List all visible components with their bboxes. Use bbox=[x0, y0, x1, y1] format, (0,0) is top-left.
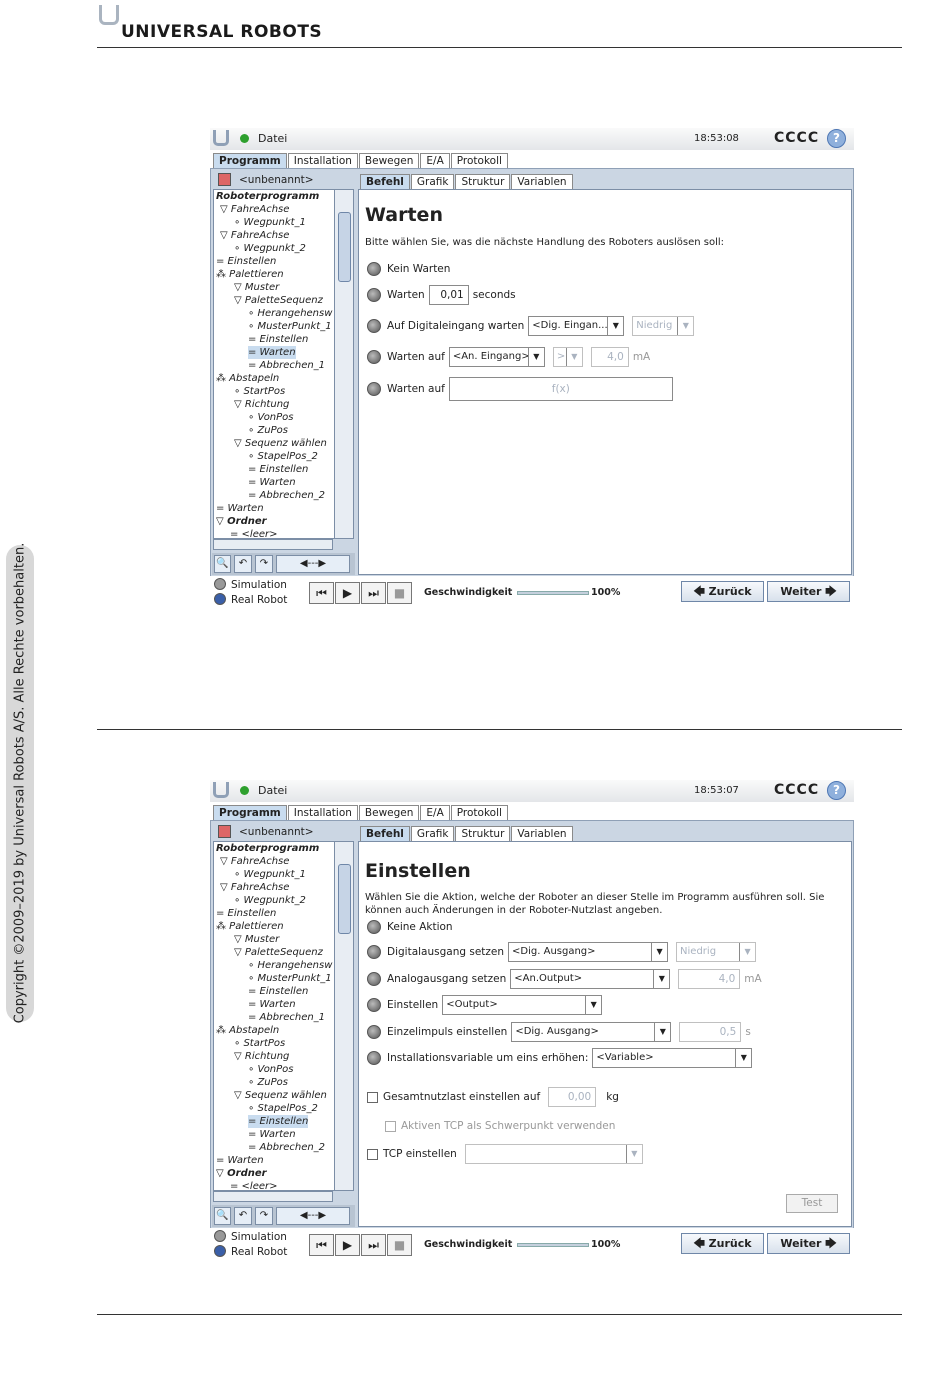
tree-node[interactable]: ▽ Sequenz wählen bbox=[234, 438, 327, 449]
redo-icon[interactable]: ↷ bbox=[255, 1207, 273, 1225]
tree-node[interactable]: = Abbrechen_2 bbox=[248, 490, 326, 501]
tree-node[interactable]: Roboterprogramm bbox=[216, 191, 320, 202]
screenshot-einstellen bbox=[210, 780, 854, 1264]
ur-logo-icon bbox=[99, 5, 119, 25]
radio-button[interactable] bbox=[367, 972, 381, 986]
analog-value-input[interactable]: 4,0 bbox=[678, 969, 740, 989]
tab-struktur[interactable]: Struktur bbox=[455, 826, 510, 841]
tree-node[interactable]: ∘ StartPos bbox=[234, 386, 286, 397]
status-icon bbox=[240, 786, 249, 795]
stop-icon[interactable]: ■ bbox=[387, 582, 412, 604]
tree-hscrollbar[interactable] bbox=[213, 539, 333, 550]
option-kein-warten[interactable]: Kein Warten bbox=[367, 259, 450, 279]
search-icon[interactable]: 🔍 bbox=[214, 1207, 231, 1225]
tree-toolbar bbox=[212, 1205, 355, 1227]
radio-button[interactable] bbox=[367, 920, 381, 934]
program-filename: <unbenannt> bbox=[218, 825, 314, 838]
redo-icon[interactable]: ↷ bbox=[255, 555, 273, 573]
play-icon[interactable]: ▶ bbox=[335, 582, 360, 604]
radio-button[interactable] bbox=[214, 1245, 226, 1257]
tab-programm[interactable]: Programm bbox=[213, 153, 287, 168]
digital-output-select[interactable]: <Dig. Ausgang> ▼ bbox=[508, 942, 668, 962]
tree-node[interactable]: ∘ Wegpunkt_1 bbox=[234, 217, 306, 228]
tree-node[interactable]: = Abbrechen_2 bbox=[248, 1142, 326, 1153]
tree-node[interactable]: ▽ FahreAchse bbox=[220, 230, 290, 241]
tree-node[interactable]: ∘ StapelPos_2 bbox=[248, 451, 318, 462]
analog-value-input[interactable]: 4,0 bbox=[591, 347, 629, 367]
analog-output-select[interactable]: <An.Output> ▼ bbox=[510, 969, 670, 989]
tab-installation[interactable]: Installation bbox=[288, 805, 358, 820]
command-panel bbox=[358, 189, 852, 575]
wait-time-input[interactable]: 0,01 bbox=[429, 285, 469, 305]
option-warten-zeit[interactable]: Warten 0,01 seconds bbox=[367, 285, 516, 305]
tree-node[interactable]: = Warten bbox=[248, 477, 296, 488]
radio-button[interactable] bbox=[367, 1025, 381, 1039]
radio-button[interactable] bbox=[367, 945, 381, 959]
divider bbox=[97, 1314, 902, 1315]
search-icon[interactable]: 🔍 bbox=[214, 555, 231, 573]
tree-scrollbar[interactable] bbox=[334, 841, 354, 1191]
tree-node[interactable]: ▽ Richtung bbox=[234, 1051, 290, 1062]
option-analogausgang[interactable]: Analogausgang setzen <An.Output> ▼ 4,0 mA bbox=[367, 969, 762, 989]
digital-level-select[interactable]: Niedrig ▼ bbox=[676, 942, 756, 962]
clock: 18:53:08 bbox=[694, 133, 739, 144]
rewind-icon[interactable]: ⏮ bbox=[309, 1234, 334, 1256]
next-button[interactable]: Weiter 🡆 bbox=[767, 1233, 850, 1254]
tree-hscrollbar[interactable] bbox=[213, 1191, 333, 1202]
program-tree[interactable] bbox=[213, 189, 354, 539]
play-icon[interactable]: ▶ bbox=[335, 1234, 360, 1256]
brand-name: UNIVERSAL ROBOTS bbox=[121, 22, 323, 42]
tree-node[interactable]: ⁂ Abstapeln bbox=[216, 373, 280, 384]
stop-icon[interactable]: ■ bbox=[387, 1234, 412, 1256]
tab-programm[interactable]: Programm bbox=[213, 805, 287, 820]
command-panel bbox=[358, 841, 852, 1227]
tree-node[interactable]: ∘ MusterPunkt_1 bbox=[248, 321, 332, 332]
mode-selector[interactable]: Simulation Real Robot bbox=[214, 578, 287, 608]
tab-bewegen[interactable]: Bewegen bbox=[359, 153, 420, 168]
tree-node[interactable]: ▽ Richtung bbox=[234, 399, 290, 410]
tab-variablen[interactable]: Variablen bbox=[511, 174, 572, 189]
tree-node[interactable]: = Einstellen bbox=[248, 464, 309, 475]
option-variable[interactable]: Installationsvariable um eins erhöhen: <Variable> ▼ bbox=[367, 1048, 756, 1068]
tree-node[interactable]: ∘ Herangehensw bbox=[248, 308, 333, 319]
back-button[interactable]: 🡄 Zurück bbox=[681, 581, 764, 602]
copyright-tab bbox=[6, 542, 34, 1024]
ur-logo-icon bbox=[213, 130, 229, 146]
tree-node[interactable]: = Einstellen bbox=[216, 908, 277, 919]
help-icon[interactable]: ? bbox=[827, 129, 846, 148]
radio-button[interactable] bbox=[367, 288, 381, 302]
tree-node[interactable]: ∘ StartPos bbox=[234, 1038, 286, 1049]
tree-node[interactable]: = Warten bbox=[248, 1129, 296, 1140]
tab-befehl[interactable]: Befehl bbox=[360, 826, 410, 841]
radio-button[interactable] bbox=[367, 319, 381, 333]
tree-node[interactable]: = Abbrechen_1 bbox=[248, 1012, 326, 1023]
bottom-bar bbox=[210, 1228, 854, 1264]
playback-controls bbox=[309, 1234, 412, 1256]
help-icon[interactable]: ? bbox=[827, 781, 846, 800]
tree-node[interactable]: ∘ ZuPos bbox=[248, 425, 288, 436]
tab-variablen[interactable]: Variablen bbox=[511, 826, 572, 841]
analog-input-select[interactable]: <An. Eingang> ▼ bbox=[449, 347, 545, 367]
tree-node[interactable]: ▽ Sequenz wählen bbox=[234, 1090, 327, 1101]
tab-ea[interactable]: E/A bbox=[420, 805, 449, 820]
move-arrows-icon[interactable]: ◀---▶ bbox=[276, 1207, 350, 1225]
tree-node[interactable]: ⁂ Palettieren bbox=[216, 269, 284, 280]
tab-protokoll[interactable]: Protokoll bbox=[451, 153, 508, 168]
title-bar bbox=[210, 780, 854, 802]
copyright-text: Copyright ©2009–2019 by Universal Robots A/S. Alle Rechte vorbehalten. bbox=[12, 542, 28, 1024]
save-icon[interactable] bbox=[218, 173, 231, 186]
step-icon[interactable]: ⏭ bbox=[361, 1234, 386, 1256]
tree-node[interactable]: ▽ Muster bbox=[234, 934, 280, 945]
next-button[interactable]: Weiter 🡆 bbox=[767, 581, 850, 602]
option-digitalausgang[interactable]: Digitalausgang setzen <Dig. Ausgang> ▼ Niedrig ▼ bbox=[367, 942, 760, 962]
tree-node[interactable]: = Abbrechen_1 bbox=[248, 360, 326, 371]
page-title: Warten bbox=[365, 204, 443, 226]
tree-node[interactable]: = Warten bbox=[216, 503, 264, 514]
payload-option[interactable]: Gesamtnutzlast einstellen auf 0,00 kg bbox=[367, 1087, 619, 1107]
output-select[interactable]: <Output> ▼ bbox=[442, 995, 602, 1015]
tree-node[interactable]: ⁂ Palettieren bbox=[216, 921, 284, 932]
radio-button[interactable] bbox=[367, 382, 381, 396]
tree-node[interactable]: Roboterprogramm bbox=[216, 843, 320, 854]
save-icon[interactable] bbox=[218, 825, 231, 838]
radio-button[interactable] bbox=[214, 1230, 226, 1242]
speed-slider[interactable] bbox=[517, 591, 589, 595]
comparison-select[interactable]: > ▼ bbox=[553, 347, 583, 367]
expression-input[interactable]: f(x) bbox=[449, 377, 673, 401]
option-analogeingang[interactable]: Warten auf <An. Eingang> ▼ > ▼ 4,0 mA bbox=[367, 347, 650, 367]
checkbox[interactable] bbox=[367, 1092, 378, 1103]
tree-node[interactable]: ▽ PaletteSequenz bbox=[234, 295, 323, 306]
tree-node[interactable]: ▽ FahreAchse bbox=[220, 856, 290, 867]
tree-node[interactable]: ∘ Wegpunkt_2 bbox=[234, 895, 306, 906]
tab-grafik[interactable]: Grafik bbox=[411, 174, 455, 189]
pulse-value-input[interactable]: 0,5 bbox=[679, 1022, 741, 1042]
divider bbox=[97, 729, 902, 730]
tab-bewegen[interactable]: Bewegen bbox=[359, 805, 420, 820]
ur-logo-icon bbox=[213, 782, 229, 798]
tree-node[interactable]: ∘ VonPos bbox=[248, 412, 294, 423]
tab-befehl[interactable]: Befehl bbox=[360, 174, 410, 189]
speed-label: Geschwindigkeit bbox=[424, 587, 513, 598]
tcp-select[interactable]: ▼ bbox=[465, 1144, 643, 1164]
radio-button[interactable] bbox=[367, 350, 381, 364]
tree-node[interactable]: ∘ VonPos bbox=[248, 1064, 294, 1075]
tree-node[interactable]: ▽ FahreAchse bbox=[220, 204, 290, 215]
tree-scrollbar[interactable] bbox=[334, 189, 354, 539]
undo-icon[interactable]: ↶ bbox=[234, 1207, 252, 1225]
tree-node[interactable]: ▽ PaletteSequenz bbox=[234, 947, 323, 958]
tab-ea[interactable]: E/A bbox=[420, 153, 449, 168]
tree-node[interactable]: ▽ Ordner bbox=[216, 1168, 267, 1179]
tab-protokoll[interactable]: Protokoll bbox=[451, 805, 508, 820]
tree-node[interactable]: ▽ Muster bbox=[234, 282, 280, 293]
status-icon bbox=[240, 134, 249, 143]
tree-node[interactable]: ▽ Ordner bbox=[216, 516, 267, 527]
tree-node[interactable]: ∘ StapelPos_2 bbox=[248, 1103, 318, 1114]
pulse-output-select[interactable]: <Dig. Ausgang> ▼ bbox=[511, 1022, 671, 1042]
tree-node[interactable]: = Warten bbox=[216, 1155, 264, 1166]
tree-node[interactable]: = <leer> bbox=[230, 529, 278, 539]
speed-label: Geschwindigkeit bbox=[424, 1239, 513, 1250]
file-menu[interactable]: Datei bbox=[258, 784, 288, 797]
tree-node[interactable]: = Einstellen bbox=[248, 334, 309, 345]
robot-name: CCCC bbox=[774, 782, 820, 798]
playback-controls bbox=[309, 582, 412, 604]
speed-value: 100% bbox=[591, 587, 621, 598]
screenshot-warten bbox=[210, 128, 854, 612]
page-description: Bitte wählen Sie, was die nächste Handlung des Roboters auslösen soll: bbox=[365, 237, 725, 248]
step-icon[interactable]: ⏭ bbox=[361, 582, 386, 604]
tree-node[interactable]: = Einstellen bbox=[248, 986, 309, 997]
tree-node[interactable]: = Warten bbox=[248, 999, 296, 1010]
speed-value: 100% bbox=[591, 1239, 621, 1250]
option-keine-aktion[interactable]: Keine Aktion bbox=[367, 917, 453, 937]
tab-grafik[interactable]: Grafik bbox=[411, 826, 455, 841]
back-button[interactable]: 🡄 Zurück bbox=[681, 1233, 764, 1254]
speed-slider[interactable] bbox=[517, 1243, 589, 1247]
payload-input[interactable]: 0,00 bbox=[548, 1087, 596, 1107]
robot-name: CCCC bbox=[774, 130, 820, 146]
file-menu[interactable]: Datei bbox=[258, 132, 288, 145]
digital-input-select[interactable]: <Dig. Eingan... ▼ bbox=[528, 316, 624, 336]
radio-button[interactable] bbox=[367, 1051, 381, 1065]
page-title: Einstellen bbox=[365, 860, 471, 882]
tree-node[interactable]: ⁂ Abstapeln bbox=[216, 1025, 280, 1036]
title-bar bbox=[210, 128, 854, 150]
tree-node[interactable]: ∘ ZuPos bbox=[248, 1077, 288, 1088]
tree-node[interactable]: ∘ MusterPunkt_1 bbox=[248, 973, 332, 984]
digital-level-select[interactable]: Niedrig ▼ bbox=[632, 316, 694, 336]
radio-button[interactable] bbox=[367, 262, 381, 276]
tcp-cog-option[interactable]: Aktiven TCP als Schwerpunkt verwenden bbox=[385, 1116, 615, 1136]
mode-selector[interactable]: Simulation Real Robot bbox=[214, 1230, 287, 1260]
bottom-bar bbox=[210, 576, 854, 612]
radio-button[interactable] bbox=[367, 998, 381, 1012]
tcp-option[interactable]: TCP einstellen ▼ bbox=[367, 1144, 647, 1164]
tree-node[interactable]: = Einstellen bbox=[216, 256, 277, 267]
program-tree[interactable] bbox=[213, 841, 354, 1191]
checkbox[interactable] bbox=[367, 1149, 378, 1160]
tab-struktur[interactable]: Struktur bbox=[455, 174, 510, 189]
option-einstellen[interactable]: Einstellen <Output> ▼ bbox=[367, 995, 606, 1015]
tree-node[interactable]: ∘ Herangehensw bbox=[248, 960, 333, 971]
move-arrows-icon[interactable]: ◀---▶ bbox=[276, 555, 350, 573]
option-einzelimpuls[interactable]: Einzelimpuls einstellen <Dig. Ausgang> ▼ 0,5 s bbox=[367, 1022, 751, 1042]
tree-node[interactable]: ▽ FahreAchse bbox=[220, 882, 290, 893]
variable-select[interactable]: <Variable> ▼ bbox=[592, 1048, 752, 1068]
program-filename: <unbenannt> bbox=[218, 173, 314, 186]
option-digitaleingang[interactable]: Auf Digitaleingang warten <Dig. Eingan... ▼ Niedrig ▼ bbox=[367, 316, 698, 336]
tree-node[interactable]: = <leer> bbox=[230, 1181, 278, 1191]
clock: 18:53:07 bbox=[694, 785, 739, 796]
rewind-icon[interactable]: ⏮ bbox=[309, 582, 334, 604]
radio-button[interactable] bbox=[214, 593, 226, 605]
tree-node[interactable]: = Warten bbox=[248, 347, 296, 358]
tree-node[interactable]: ∘ Wegpunkt_1 bbox=[234, 869, 306, 880]
tree-node[interactable]: = Einstellen bbox=[248, 1116, 309, 1127]
checkbox[interactable] bbox=[385, 1121, 396, 1132]
page-description: Wählen Sie die Aktion, welche der Roboter an dieser Stelle im Programm ausführen soll. Sie können auch Änderungen in der Roboter-Nutzlast angeben. bbox=[365, 892, 825, 916]
tree-toolbar bbox=[212, 553, 355, 575]
undo-icon[interactable]: ↶ bbox=[234, 555, 252, 573]
radio-button[interactable] bbox=[214, 578, 226, 590]
divider bbox=[97, 47, 902, 48]
test-button[interactable]: Test bbox=[786, 1194, 838, 1213]
option-ausdruck[interactable]: Warten auf f(x) bbox=[367, 379, 677, 399]
tree-node[interactable]: ∘ Wegpunkt_2 bbox=[234, 243, 306, 254]
tab-installation[interactable]: Installation bbox=[288, 153, 358, 168]
